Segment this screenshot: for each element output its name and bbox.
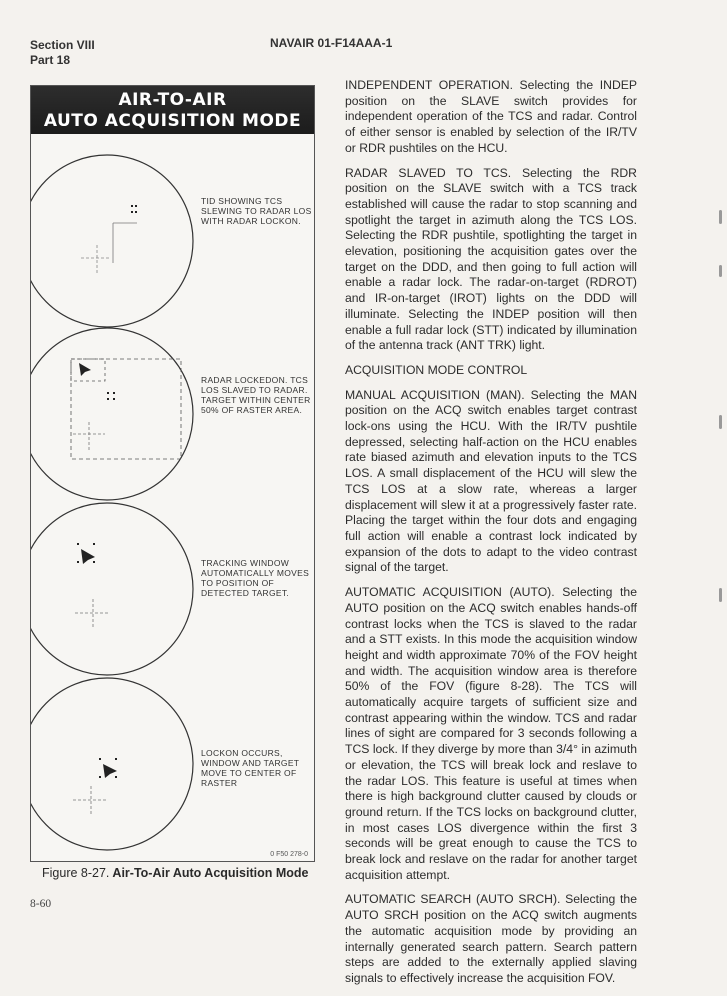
margin-mark [719,588,722,602]
scope-display-2 [30,326,196,503]
paragraph-manual-acquisition: MANUAL ACQUISITION (MAN). Selecting the MAN position on the ACQ switch enables target contrast lock-ons using the HCU. With the IR/TV pushtile depressed, selecting half-action on the HCU enables rate biased azimuth and elevation inputs to the TCS LOS. A small displacement of the HCU will slew the TCS LOS at a slow rate, whereas a larger displacement will slew it at a progressively faster rate. Placing the target within the four dots and engaging full action will enable a contrast lock indicated by expansion of the dots to adapt to the video contrast signal of the target. [345,387,637,575]
scope-diagram-2 [30,326,196,503]
figure-code: 0 F50 278-0 [270,851,308,858]
panel-caption-3: TRACKING WINDOW AUTOMATICALLY MOVES TO POSITION OF DETECTED TARGET. [201,558,310,598]
figure-banner [31,86,314,134]
scope-diagram-1 [30,153,196,330]
paragraph-automatic-search: AUTOMATIC SEARCH (AUTO SRCH). Selecting the AUTO SRCH position on the ACQ switch augments the automatic acquisition mode by providing an internally generated search pattern. Search pattern steps are added to the externally applied slaving signals to effectively increase the acquisition FOV. [345,892,637,985]
panel-caption-4: LOCKON OCCURS, WINDOW AND TARGET MOVE TO CENTER OF RASTER [201,748,300,788]
figure-title: Air-To-Air Auto Acquisition Mode [112,866,309,880]
scope-display-3 [30,501,196,678]
scope-display-1 [30,153,196,330]
figure-panel [30,85,315,862]
section-header [30,38,95,68]
heading-acquisition-mode-control: ACQUISITION MODE CONTROL [345,362,528,377]
banner-title-line2: AUTO ACQUISITION MODE [43,111,302,131]
figure-caption [42,866,308,880]
margin-mark [719,265,722,277]
paragraph-automatic-acquisition: AUTOMATIC ACQUISITION (AUTO). Selecting the AUTO position on the ACQ switch enables hands-off contrast locks when the TCS is slaved to the radar and a STT exists. In this mode the acquisition window height and width approximate 70% of the FOV height and width. The acquisition window area is therefore 50% of the FOV (figure 8-28). The TCS will automatically acquire targets of sufficient size and contrast appearing within the window. TCS and radar lines of sight are compared for 3 seconds following a TCS lock. If they diverge by more than 3/4° in azimuth or elevation, the TCS will break lock and reslave to the radar LOS. This feature is useful at times when there is high background clutter caused by clouds or ground return. If the TCS locks on background clutter, in most cases LOS divergence within the first 3 seconds will be great enough to cause the TCS to break lock and reslave on the radar for another target acquisition attempt. [345,585,637,882]
paragraph-independent-operation: INDEPENDENT OPERATION. Selecting the INDEP position on the SLAVE switch provides for independent operation of the TCS and radar. Control of either sensor is enabled by selection of the IR/TV or RDR pushtiles on the HCU. [345,78,637,155]
banner-title-line1: AIR-TO-AIR [118,90,227,110]
document-id: NAVAIR 01-F14AAA-1 [270,36,393,50]
scope-diagram-3 [30,501,196,678]
part-label: Part 18 [30,53,71,67]
margin-mark [719,210,722,224]
section-label: Section VIII [30,38,95,52]
scope-diagram-4 [30,676,196,853]
paragraph-radar-slaved: RADAR SLAVED TO TCS. Selecting the RDR position on the SLAVE switch with a TCS track established will cause the radar to stop scanning and spotlight the target in azimuth along the TCS LOS. Selecting the RDR pushtile, spotlighting the target in elevation, positioning the acquisition gates over the target on the DDD, and then going to full action will enable a radar lock. The radar-on-target (RDROT) and IR-on-target (IROT) lights on the DDD will illuminate. Selecting the INDEP position will then enable a full radar lock (STT) indicated by illumination of the antenna track (ANT TRK) light. [345,165,637,353]
figure-number: Figure 8-27. [42,866,110,880]
body-text-column [345,78,637,996]
page-number: 8-60 [30,898,52,910]
scope-display-4 [30,676,196,853]
margin-mark [719,415,722,429]
panel-caption-1: TID SHOWING TCS SLEWING TO RADAR LOS WITH RADAR LOCKON. [201,196,312,226]
panel-caption-2: RADAR LOCKEDON. TCS LOS SLAVED TO RADAR. TARGET WITHIN CENTER 50% OF RASTER AREA. [201,375,311,415]
